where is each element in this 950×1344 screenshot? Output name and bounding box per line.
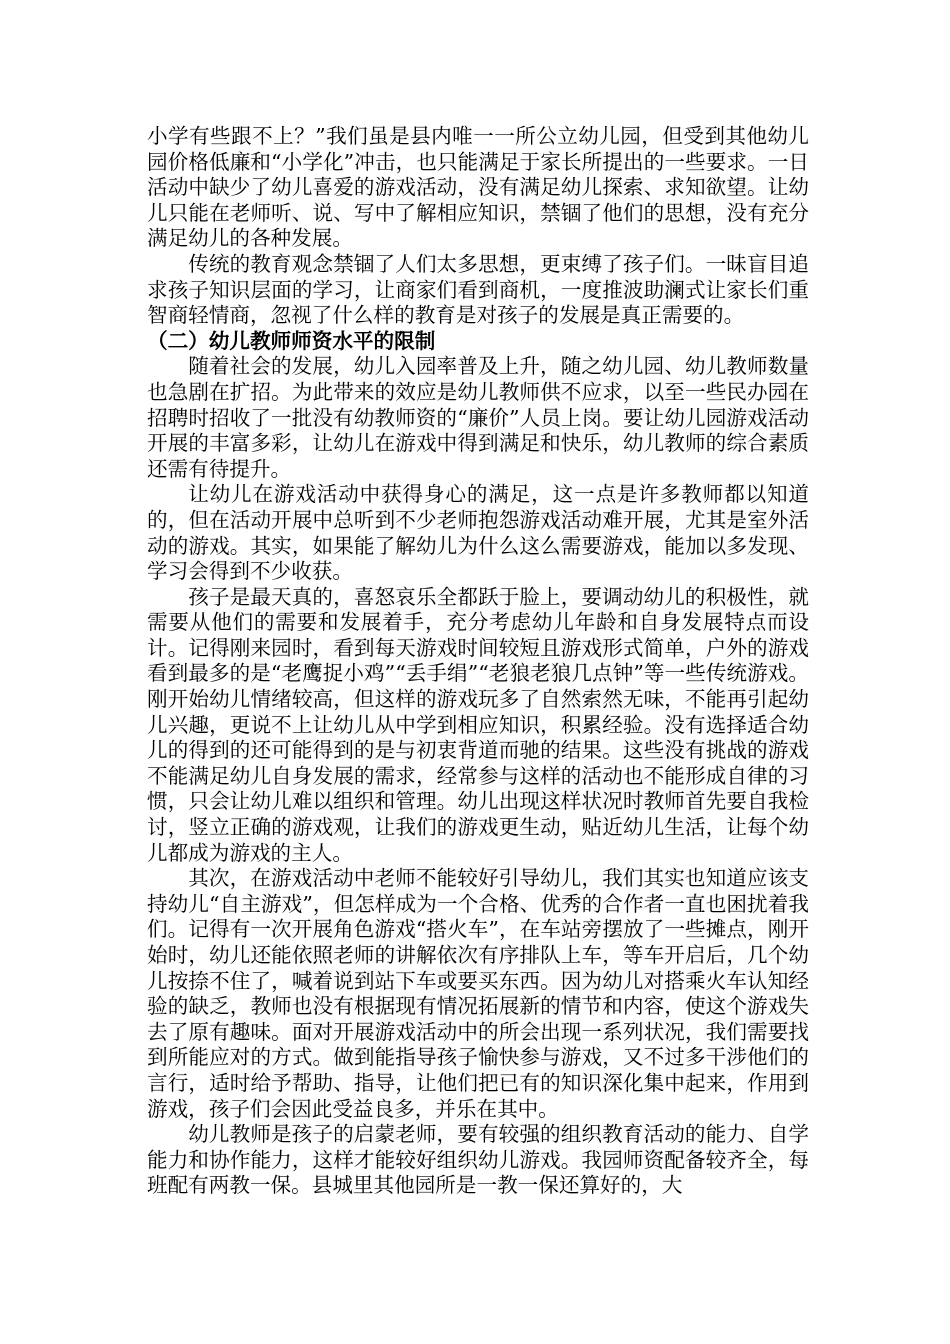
paragraph-continued: 小学有些跟不上？”我们虽是县内唯一一所公立幼儿园，但受到其他幼儿园价格低廉和“小学化”冲击，也只能满足于家长所提出的一些要求。一日活动中缺少了幼儿喜爱的游戏活动，没有满足幼儿探索、求知欲望。让幼儿只能在老师听、说、写中了解相应知识，禁锢了他们的思想，没有充分满足幼儿的各种发展。 — [147, 124, 809, 251]
paragraph-traditional-education: 传统的教育观念禁锢了人们太多思想，更束缚了孩子们。一昧盲目追求孩子知识层面的学习，让商家们看到商机，一度推波助澜式让家长们重智商轻情商，忽视了什么样的教育是对孩子的发展是真正需要的。 — [147, 251, 809, 328]
paragraph-social-development: 随着社会的发展，幼儿入园率普及上升，随之幼儿园、幼儿教师数量也急剧在扩招。为此带来的效应是幼儿教师供不应求，以至一些民办园在招聘时招收了一批没有幼教师资的“廉价”人员上岗。要让幼儿园游戏活动开展的丰富多彩，让幼儿在游戏中得到满足和快乐，幼儿教师的综合素质还需有待提升。 — [147, 354, 809, 481]
document-page — [147, 124, 809, 1199]
paragraph-game-satisfaction: 让幼儿在游戏活动中获得身心的满足，这一点是许多教师都以知道的，但在活动开展中总听到不少老师抱怨游戏活动难开展，尤其是室外活动的游戏。其实，如果能了解幼儿为什么这么需要游戏，能加以多发现、学习会得到不少收获。 — [147, 482, 809, 584]
paragraph-enlightenment-teacher: 幼儿教师是孩子的启蒙老师，要有较强的组织教育活动的能力、自学能力和协作能力，这样才能较好组织幼儿游戏。我园师资配备较齐全，每班配有两教一保。县城里其他园所是一教一保还算好的，大 — [147, 1122, 809, 1198]
section-heading: （二）幼儿教师师资水平的限制 — [147, 328, 436, 353]
paragraph-teacher-guidance: 其次，在游戏活动中老师不能较好引导幼儿，我们其实也知道应该支持幼儿“自主游戏”，但怎样成为一个合格、优秀的合作者一直也困扰着我们。记得有一次开展角色游戏“搭火车”，在车站旁摆放了一些摊点，刚开始时，幼儿还能依照老师的讲解依次有序排队上车，等车开启后，几个幼儿按捺不住了，喊着说到站下车或要买东西。因为幼儿对搭乘火车认知经验的缺乏，教师也没有根据现有情况拓展新的情节和内容，使这个游戏失去了原有趣味。面对开展游戏活动中的所会出现一系列状况，我们需要找到所能应对的方式。做到能指导孩子愉快参与游戏，又不过多干涉他们的言行，适时给予帮助、指导，让他们把已有的知识深化集中起来，作用到游戏，孩子们会因此受益良多，并乐在其中。 — [147, 866, 809, 1121]
paragraph-children-innocent: 孩子是最天真的，喜怒哀乐全都跃于脸上，要调动幼儿的积极性，就需要从他们的需要和发展着手，充分考虑幼儿年龄和自身发展特点而设计。记得刚来园时，看到每天游戏时间较短且游戏形式简单，户外的游戏看到最多的是“老鹰捉小鸡”“丢手绢”“老狼老狼几点钟”等一些传统游戏。刚开始幼儿情绪较高，但这样的游戏玩多了自然索然无味，不能再引起幼儿兴趣，更说不上让幼儿从中学到相应知识，积累经验。没有选择适合幼儿的得到的还可能得到的是与初衷背道而驰的结果。这些没有挑战的游戏不能满足幼儿自身发展的需求，经常参与这样的活动也不能形成自律的习惯，只会让幼儿难以组织和管理。幼儿出现这样状况时教师首先要自我检讨，竖立正确的游戏观，让我们的游戏更生动，贴近幼儿生活，让每个幼儿都成为游戏的主人。 — [147, 584, 809, 865]
